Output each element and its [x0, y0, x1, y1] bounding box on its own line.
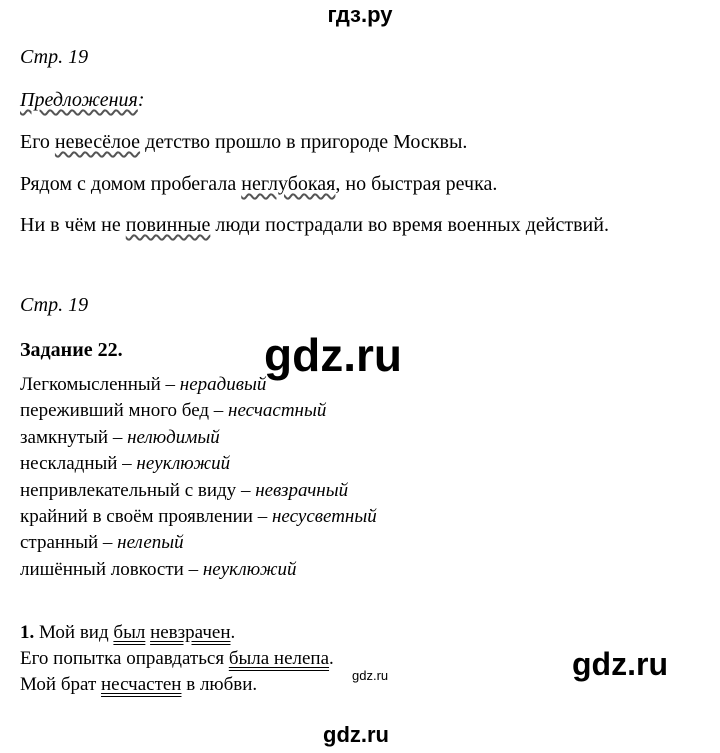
sentence-1	[20, 131, 467, 154]
watermark-bottom: gdz.ru	[323, 722, 389, 747]
example-text: .	[329, 648, 334, 669]
sentence-text: , но быстрая речка.	[335, 173, 498, 195]
list-dash: –	[98, 532, 118, 554]
example-text: .	[230, 622, 236, 643]
sentence-marked-word: неглубокая	[241, 173, 336, 195]
sentence-text: Рядом с домом пробегала	[20, 173, 242, 195]
sentence-3	[20, 214, 609, 237]
example-predicate: был	[113, 622, 146, 643]
list-term: странный	[20, 532, 99, 554]
list-answer: неуклюжий	[136, 453, 231, 475]
sentence-2	[20, 173, 497, 196]
example-text: Его попытка оправдаться	[20, 648, 229, 669]
list-answer: нелюдимый	[127, 426, 220, 448]
definition-list	[20, 372, 377, 583]
list-answer: несчастный	[228, 400, 327, 422]
list-dash: –	[183, 558, 203, 580]
examples-block	[20, 620, 334, 698]
list-item	[20, 451, 377, 477]
list-dash: –	[209, 400, 229, 422]
list-term: крайний в своём проявлении	[20, 506, 253, 528]
list-item	[20, 557, 377, 583]
sentences-heading	[20, 89, 145, 112]
sentence-text: детство прошло в пригороде Москвы.	[140, 131, 468, 153]
list-answer: невзрачный	[255, 479, 349, 501]
example-text: Мой брат	[20, 674, 102, 695]
watermark-center: gdz.ru	[264, 329, 402, 381]
sentence-text: Ни в чём не	[20, 214, 126, 236]
example-text: Мой вид	[34, 622, 114, 643]
list-answer: неуклюжий	[202, 558, 297, 580]
list-term: Легкомысленный	[20, 374, 161, 395]
list-term: нескладный	[20, 453, 118, 475]
page-reference-2: Стр. 19	[20, 294, 89, 316]
list-dash: –	[252, 506, 272, 528]
example-predicate: была нелепа	[228, 648, 330, 669]
heading-colon: :	[137, 89, 145, 111]
list-item	[20, 398, 377, 424]
list-dash: –	[108, 426, 128, 448]
example-line-1	[20, 620, 334, 646]
list-item	[20, 504, 377, 530]
sentence-marked-word: повинные	[125, 214, 211, 236]
list-term: лишённый ловкости	[20, 558, 184, 580]
example-line-2	[20, 646, 334, 672]
list-term: непривлекательный с виду	[20, 479, 237, 501]
list-term: переживший много бед	[20, 400, 210, 422]
list-item	[20, 530, 377, 556]
sentence-marked-word: невесёлое	[54, 131, 141, 153]
example-number: 1.	[20, 622, 35, 643]
example-predicate: невзрачен	[150, 622, 231, 643]
watermark-small: gdz.ru	[352, 668, 389, 683]
list-dash: –	[236, 479, 256, 501]
list-answer: нерадивый	[179, 374, 267, 395]
sentence-text: люди пострадали во время военных действий.	[210, 214, 609, 236]
list-item	[20, 372, 377, 398]
heading-word: Предложения	[20, 89, 138, 111]
example-line-3	[20, 672, 334, 698]
list-term: замкнутый	[20, 426, 109, 448]
sentence-text: Его	[20, 131, 55, 153]
list-item	[20, 478, 377, 504]
list-answer: нелепый	[117, 532, 184, 554]
list-dash: –	[117, 453, 137, 475]
example-text: в любви.	[181, 674, 258, 695]
list-dash: –	[160, 374, 180, 395]
page-reference-1: Стр. 19	[20, 46, 89, 68]
list-answer: несусветный	[271, 506, 377, 528]
list-item	[20, 425, 377, 451]
watermark-right: gdz.ru	[572, 646, 668, 682]
task-title: Задание 22.	[20, 339, 123, 361]
example-predicate: несчастен	[101, 674, 182, 695]
watermark-top: гдз.ру	[327, 2, 393, 27]
